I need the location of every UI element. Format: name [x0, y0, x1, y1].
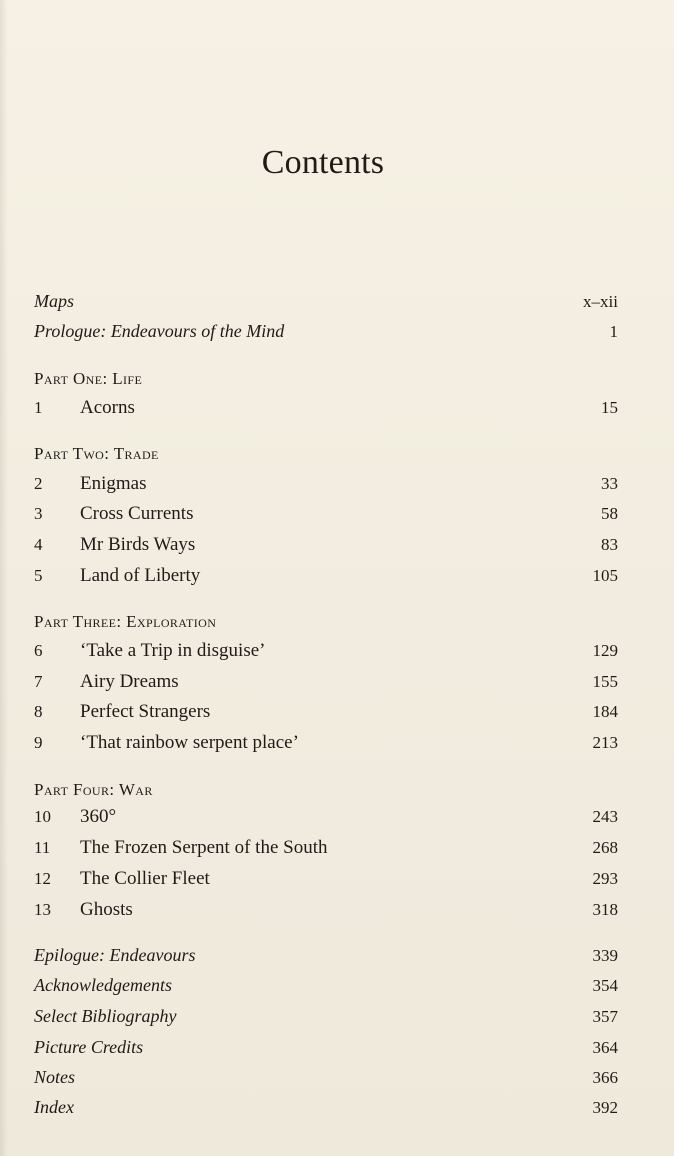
chapter-page: 184 — [592, 702, 618, 721]
chapter-title: ‘That rainbow serpent place’ — [80, 732, 299, 753]
toc-entry-page: 1 — [609, 322, 618, 341]
chapter-title: 360° — [80, 806, 117, 827]
chapter-number: 7 — [34, 672, 43, 691]
toc-entry-page: 364 — [592, 1038, 618, 1057]
toc-entry-label: Maps — [34, 291, 74, 311]
chapter-title: The Frozen Serpent of the South — [80, 837, 328, 858]
toc-chapter-11 — [34, 837, 618, 865]
part-heading-three: Part Three: Exploration — [34, 612, 217, 631]
toc-chapter-1 — [34, 397, 618, 425]
chapter-number: 11 — [34, 838, 51, 857]
toc-entry-page: 366 — [592, 1068, 618, 1087]
toc-chapter-3 — [34, 503, 618, 531]
chapter-title: Ghosts — [80, 899, 133, 920]
chapter-title: Cross Currents — [80, 503, 194, 524]
toc-chapter-2 — [34, 473, 618, 501]
chapter-number: 12 — [34, 869, 51, 888]
toc-entry-page: 357 — [592, 1007, 618, 1026]
chapter-number: 4 — [34, 535, 43, 554]
toc-entry-label: Index — [34, 1097, 74, 1117]
toc-entry-epilogue — [34, 945, 618, 973]
toc-entry-label: Acknowledgements — [34, 975, 172, 995]
chapter-title: ‘Take a Trip in disguise’ — [80, 640, 266, 661]
toc-chapter-6 — [34, 640, 618, 668]
toc-entry-bibliography — [34, 1006, 618, 1034]
chapter-number: 10 — [34, 807, 51, 826]
chapter-number: 3 — [34, 504, 43, 523]
chapter-number: 13 — [34, 900, 51, 919]
toc-chapter-12 — [34, 868, 618, 896]
toc-entry-label: Select Bibliography — [34, 1006, 177, 1026]
part-heading-one: Part One: Life — [34, 369, 143, 388]
chapter-title: Perfect Strangers — [80, 701, 211, 722]
toc-entry-label: Prologue: Endeavours of the Mind — [34, 321, 285, 341]
chapter-page: 268 — [592, 838, 618, 857]
chapter-title: Acorns — [80, 397, 135, 418]
chapter-number: 9 — [34, 733, 43, 752]
chapter-title: Airy Dreams — [80, 671, 179, 692]
chapter-page: 318 — [592, 900, 618, 919]
toc-entry-page: 354 — [592, 976, 618, 995]
chapter-page: 15 — [601, 398, 618, 417]
toc-chapter-7 — [34, 671, 618, 699]
chapter-page: 243 — [592, 807, 618, 826]
chapter-title: Land of Liberty — [80, 565, 201, 586]
part-heading-two: Part Two: Trade — [34, 444, 159, 463]
toc-entry-prologue — [34, 321, 618, 349]
toc-entry-label: Epilogue: Endeavours — [34, 945, 196, 965]
toc-chapter-8 — [34, 701, 618, 729]
chapter-title: The Collier Fleet — [80, 868, 210, 889]
toc-entry-maps — [34, 291, 618, 319]
toc-entry-page: 392 — [592, 1098, 618, 1117]
chapter-number: 5 — [34, 566, 43, 585]
toc-entry-picture-credits — [34, 1037, 618, 1065]
page-title: Contents — [261, 144, 385, 181]
toc-entry-label: Notes — [34, 1067, 76, 1087]
chapter-number: 1 — [34, 398, 43, 417]
chapter-page: 129 — [592, 641, 618, 660]
toc-chapter-9 — [34, 732, 618, 760]
part-heading-four: Part Four: War — [34, 780, 153, 799]
toc-entry-index — [34, 1097, 618, 1125]
toc-entry-acknowledgements — [34, 975, 618, 1003]
chapter-number: 6 — [34, 641, 43, 660]
chapter-page: 155 — [592, 672, 618, 691]
toc-chapter-4 — [34, 534, 618, 562]
chapter-page: 58 — [601, 504, 618, 523]
chapter-page: 293 — [592, 869, 618, 888]
chapter-title: Enigmas — [80, 473, 147, 494]
toc-chapter-5 — [34, 565, 618, 593]
chapter-page: 213 — [592, 733, 618, 752]
chapter-page: 105 — [592, 566, 618, 585]
toc-chapter-13 — [34, 899, 618, 927]
chapter-page: 33 — [601, 474, 618, 493]
chapter-number: 8 — [34, 702, 43, 721]
chapter-page: 83 — [601, 535, 618, 554]
toc-entry-page: 339 — [592, 946, 618, 965]
toc-entry-page: x–xii — [583, 292, 618, 311]
toc-chapter-10 — [34, 806, 618, 834]
toc-entry-notes — [34, 1067, 618, 1095]
toc-entry-label: Picture Credits — [34, 1037, 144, 1057]
chapter-title: Mr Birds Ways — [80, 534, 196, 555]
chapter-number: 2 — [34, 474, 43, 493]
